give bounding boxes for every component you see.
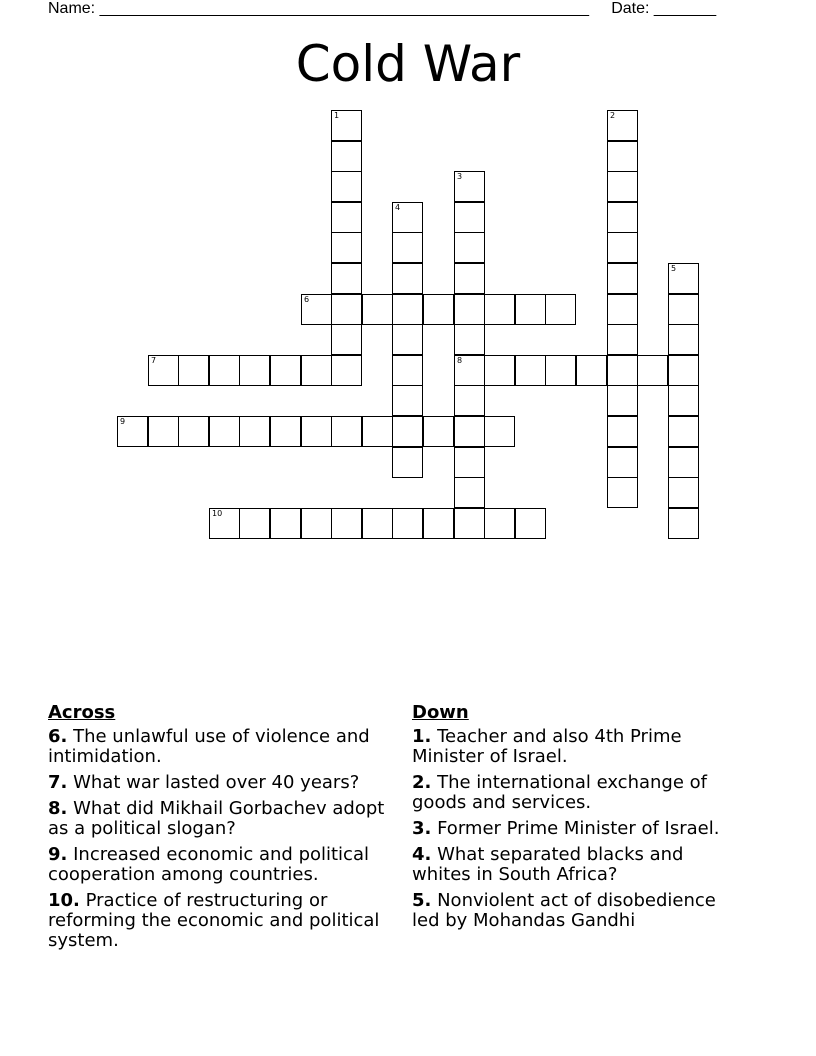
grid-cell[interactable]: [331, 263, 362, 294]
grid-cell[interactable]: [392, 294, 423, 325]
clue-text: The unlawful use of violence and intimidation.: [48, 726, 370, 767]
grid-cell[interactable]: [301, 294, 332, 325]
grid-cell[interactable]: [668, 294, 699, 325]
grid-cell[interactable]: [607, 477, 638, 508]
grid-cell[interactable]: [668, 324, 699, 355]
clue-down-2: [412, 773, 742, 813]
grid-cell[interactable]: [607, 416, 638, 447]
grid-cell[interactable]: [301, 508, 332, 539]
grid-cell[interactable]: [331, 416, 362, 447]
clue-text: What separated blacks and whites in South Africa?: [412, 844, 684, 885]
grid-cell[interactable]: [301, 355, 332, 386]
clue-number: 3.: [412, 818, 432, 839]
grid-cell[interactable]: [301, 416, 332, 447]
grid-cell[interactable]: [668, 355, 699, 386]
grid-cell[interactable]: [148, 416, 179, 447]
grid-cell[interactable]: [545, 294, 576, 325]
name-date-line: Name: _______________________________________________________ Date: _______: [48, 0, 717, 17]
grid-cell[interactable]: [331, 232, 362, 263]
grid-cell[interactable]: [607, 171, 638, 202]
grid-cell[interactable]: [607, 385, 638, 416]
grid-cell[interactable]: [331, 141, 362, 172]
clue-number-label: 9: [120, 417, 126, 426]
clue-number: 4.: [412, 844, 432, 865]
clue-number: 6.: [48, 726, 68, 747]
grid-cell[interactable]: [331, 110, 362, 141]
grid-cell[interactable]: [392, 385, 423, 416]
clue-text: Nonviolent act of disobedience led by Mohandas Gandhi: [412, 890, 716, 931]
clue-text: Increased economic and political cooperation among countries.: [48, 844, 369, 885]
grid-cell[interactable]: [362, 294, 393, 325]
grid-cell[interactable]: [454, 447, 485, 478]
grid-cell[interactable]: [392, 263, 423, 294]
clue-number-label: 1: [334, 111, 340, 120]
grid-cell[interactable]: [484, 508, 515, 539]
clue-text: Teacher and also 4th Prime Minister of Israel.: [412, 726, 682, 767]
grid-cell[interactable]: [607, 324, 638, 355]
grid-cell[interactable]: [117, 416, 148, 447]
grid-cell[interactable]: [209, 508, 240, 539]
grid-cell[interactable]: [607, 263, 638, 294]
grid-cell[interactable]: [331, 202, 362, 233]
grid-cell[interactable]: [148, 355, 179, 386]
grid-cell[interactable]: [392, 447, 423, 478]
grid-cell[interactable]: [454, 171, 485, 202]
grid-cell[interactable]: [668, 447, 699, 478]
grid-cell[interactable]: [515, 508, 546, 539]
puzzle-title: Cold War: [295, 35, 521, 93]
grid-cell[interactable]: [607, 141, 638, 172]
grid-cell[interactable]: [392, 324, 423, 355]
grid-cell[interactable]: [331, 171, 362, 202]
grid-cell[interactable]: [392, 416, 423, 447]
grid-cell[interactable]: [454, 263, 485, 294]
grid-cell[interactable]: [392, 232, 423, 263]
clue-number-label: 3: [457, 172, 463, 181]
clue-text: The international exchange of goods and services.: [412, 772, 707, 813]
clue-across-9: [48, 845, 396, 885]
grid-cell[interactable]: [607, 232, 638, 263]
grid-cell[interactable]: [454, 508, 485, 539]
grid-cell[interactable]: [668, 263, 699, 294]
grid-cell[interactable]: [454, 355, 485, 386]
clue-text: What war lasted over 40 years?: [67, 772, 360, 793]
clue-number-label: 6: [304, 295, 310, 304]
grid-cell[interactable]: [423, 294, 454, 325]
clue-number: 1.: [412, 726, 432, 747]
clue-down-1: [412, 727, 742, 767]
down-heading: Down: [412, 702, 469, 723]
grid-cell[interactable]: [454, 477, 485, 508]
grid-cell[interactable]: [331, 294, 362, 325]
grid-cell[interactable]: [607, 110, 638, 141]
grid-cell[interactable]: [454, 324, 485, 355]
clue-text: Former Prime Minister of Israel.: [431, 818, 720, 839]
grid-cell[interactable]: [668, 416, 699, 447]
grid-cell[interactable]: [270, 508, 301, 539]
clue-number: 7.: [48, 772, 68, 793]
grid-cell[interactable]: [454, 294, 485, 325]
clue-across-6: [48, 727, 396, 767]
grid-cell[interactable]: [668, 508, 699, 539]
grid-cell[interactable]: [607, 202, 638, 233]
grid-cell[interactable]: [270, 416, 301, 447]
clue-number-label: 8: [457, 356, 463, 365]
clue-down-5: [412, 891, 742, 931]
grid-cell[interactable]: [484, 416, 515, 447]
grid-cell[interactable]: [331, 355, 362, 386]
grid-cell[interactable]: [576, 355, 607, 386]
grid-cell[interactable]: [362, 508, 393, 539]
grid-cell[interactable]: [454, 232, 485, 263]
grid-cell[interactable]: [392, 508, 423, 539]
clue-number: 2.: [412, 772, 432, 793]
grid-cell[interactable]: [239, 416, 270, 447]
clue-number: 10.: [48, 890, 80, 911]
grid-cell[interactable]: [637, 355, 668, 386]
clue-number-label: 10: [212, 509, 223, 518]
grid-cell[interactable]: [423, 416, 454, 447]
clue-number: 9.: [48, 844, 68, 865]
grid-cell[interactable]: [454, 416, 485, 447]
grid-cell[interactable]: [607, 355, 638, 386]
grid-cell[interactable]: [515, 294, 546, 325]
grid-cell[interactable]: [362, 416, 393, 447]
clue-number: 5.: [412, 890, 432, 911]
clue-down-3: [412, 819, 742, 839]
clue-number-label: 4: [395, 203, 401, 212]
grid-cell[interactable]: [270, 355, 301, 386]
grid-cell[interactable]: [423, 508, 454, 539]
grid-cell[interactable]: [668, 477, 699, 508]
clue-down-4: [412, 845, 742, 885]
grid-cell[interactable]: [454, 385, 485, 416]
grid-cell[interactable]: [607, 447, 638, 478]
grid-cell[interactable]: [545, 355, 576, 386]
grid-cell[interactable]: [484, 355, 515, 386]
grid-cell[interactable]: [178, 416, 209, 447]
grid-cell[interactable]: [209, 416, 240, 447]
grid-cell[interactable]: [392, 355, 423, 386]
across-heading: Across: [48, 702, 116, 723]
grid-cell[interactable]: [454, 202, 485, 233]
clue-across-8: [48, 799, 396, 839]
grid-cell[interactable]: [239, 508, 270, 539]
grid-cell[interactable]: [239, 355, 270, 386]
grid-cell[interactable]: [484, 294, 515, 325]
clue-across-7: [48, 773, 396, 793]
grid-cell[interactable]: [331, 324, 362, 355]
grid-cell[interactable]: [607, 294, 638, 325]
clue-number-label: 7: [151, 356, 157, 365]
clue-number-label: 2: [610, 111, 616, 120]
grid-cell[interactable]: [515, 355, 546, 386]
grid-cell[interactable]: [331, 508, 362, 539]
down-clues: [412, 702, 742, 937]
clue-text: Practice of restructuring or reforming the economic and political system.: [48, 890, 380, 951]
clue-text: What did Mikhail Gorbachev adopt as a political slogan?: [48, 798, 385, 839]
clue-across-10: [48, 891, 396, 951]
across-clues: [48, 702, 396, 957]
grid-cell[interactable]: [392, 202, 423, 233]
clue-number-label: 5: [671, 264, 677, 273]
grid-cell[interactable]: [178, 355, 209, 386]
clue-number: 8.: [48, 798, 68, 819]
grid-cell[interactable]: [209, 355, 240, 386]
grid-cell[interactable]: [668, 385, 699, 416]
